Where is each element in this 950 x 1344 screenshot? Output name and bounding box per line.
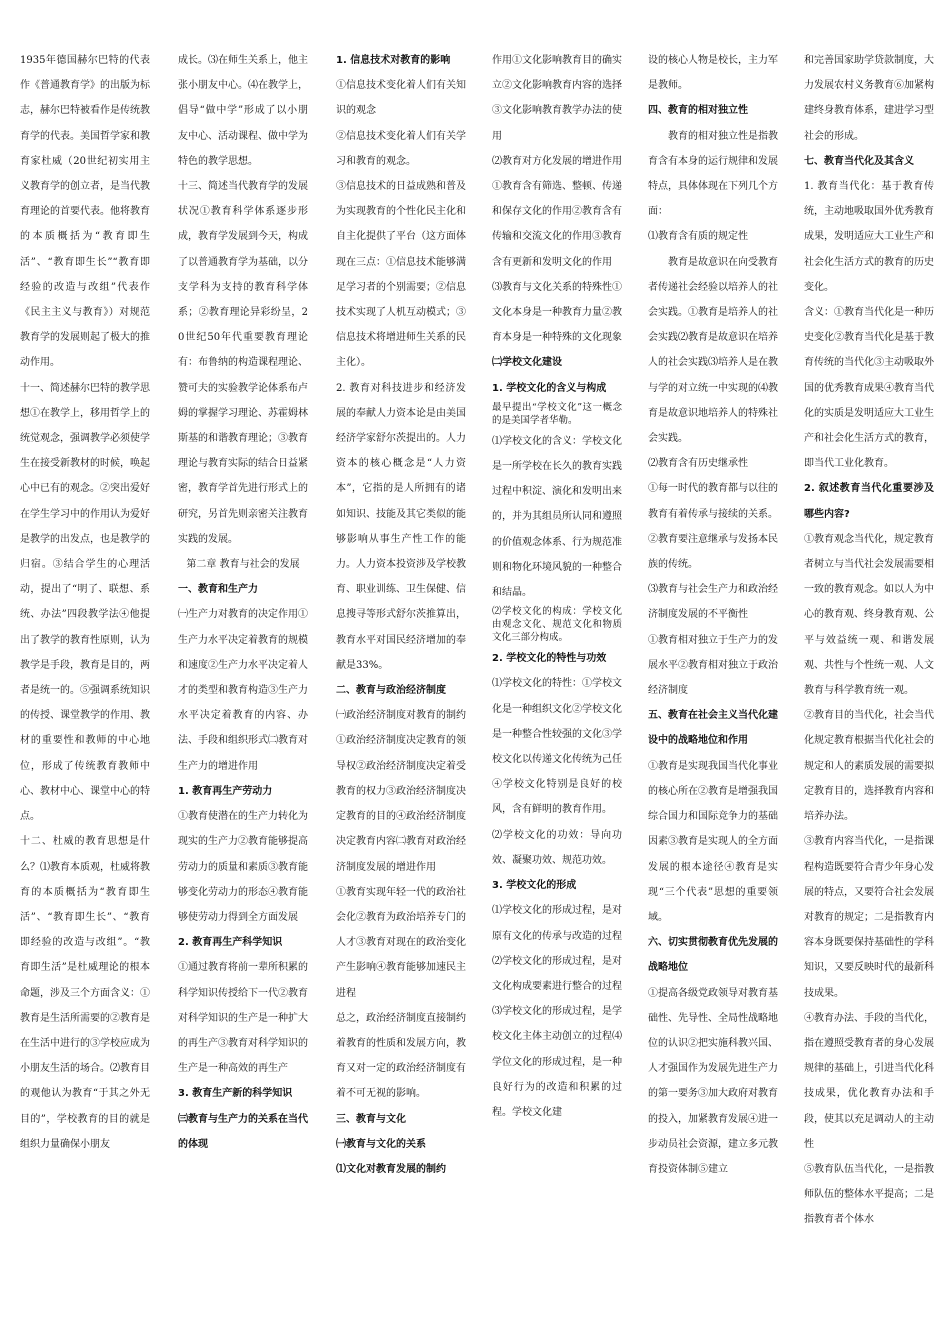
paragraph: 1935年德国赫尔巴特的代表作《普通教育学》的出版为标志，赫尔巴特被看作是传统教育学的代表。美国哲学家和教育家杜威（20世纪初实用主义教育学的创立者，是当代教育理论的首要代表。他将教育的本质概括为“教育即生活”、“教育即生长”“教育即经验的改造与改组”代表作《民主主义与教育》）对规范教育学的发展则起了极大的推动作用。 — [20, 55, 150, 369]
paragraph: ①教育相对独立于生产力的发展水平②教育相对独立于政治经济制度 — [648, 634, 778, 697]
paragraph: 第二章 教育与社会的发展 — [186, 559, 300, 571]
paragraph: ⑶教育与文化关系的特殊性①文化本身是一种教育力量②教育本身是一种特殊的文化现象 — [492, 281, 622, 344]
paragraph: ①教育观念当代化，规定教育者树立与当代社会发展需要相一致的教育观念。如以人为中心的教育观、终身教育观、公平与效益统一观、和谐发展观、共性与个性统一观、人文教育与科学教育统一观。 — [804, 533, 934, 697]
paragraph: 设的核心人物是校长，主力军是教师。 — [648, 55, 778, 92]
paragraph: ①信息技术变化着人们有关知识的观念 — [336, 80, 466, 117]
section-heading: 一、教育和生产力 — [178, 584, 258, 596]
paragraph: ㈠政治经济制度对教育的制约①政治经济制度决定教育的领导权②政治经济制度决定着受教育的权力③政治经济制度决定教育的目的④政治经济制度决定教育内容㈡教育对政治经济制度发展的增进作用 — [336, 710, 466, 873]
paragraph: 成长。⑶在师生关系上，他主张小朋友中心。⑷在教学上，倡导“做中学”形成了以小朋友中心、活动课程、做中学为特色的教学思想。 — [178, 55, 308, 167]
section-heading: 2. 叙述教育当代化重要涉及哪些内容? — [804, 483, 934, 520]
section-heading: ㈠教育与文化的关系 — [336, 1138, 426, 1150]
paragraph: ①每一时代的教育都与以往的教育有着传承与接续的关系。②教育要注意继承与发扬本民族的传统。 — [648, 483, 778, 571]
section-heading: 3. 学校文化的形成 — [492, 880, 577, 892]
paragraph: 最早提出“学校文化”这一概念的是美国学者华勒。 — [492, 401, 622, 426]
paragraph: 十二、杜威的教育思想是什么？⑴教育本质观，杜威将教育的本质概括为“教育即生活”、“教育即生长”、“教育即经验的改造与改组”。“教育即生活”是杜威理论的根本命题，涉及三个方面含义：①教育是生活所需要的②教育是在生活中进行的③学校应成为小朋友生活的场合。⑵教育目的观他认为教育“于其之外无目的”，学校教育的目的就是组织力量确保小朋友 — [20, 836, 150, 1150]
section-heading: 2. 教育再生产科学知识 — [178, 937, 283, 949]
paragraph: 含义：①教育当代化是一种历史变化②教育当代化是基于教育传统的当代化③主动吸取外国的优秀教育成果④教育当代化的实质是发明适应大工业生产和社会化生活方式的教育，即当代工业化教育。 — [804, 307, 934, 470]
text-column-4 — [492, 48, 622, 1338]
paragraph: 和完善国家助学贷款制度，大力发展农村义务教育⑥加紧构建终身教育体系，建进学习型社会的形成。 — [804, 55, 934, 142]
paragraph: ④教育办法、手段的当代化，指在遵照受教育者的身心发展规律的基础上，引进当代化科技成果，优化教育办法和手段，使其以充足调动人的主动性 — [804, 1012, 934, 1150]
paragraph: ⑴教育含有质的规定性 — [648, 231, 748, 243]
section-heading: ⑴文化对教育发展的制约 — [336, 1163, 446, 1175]
paragraph: ⑵学校文化的功效：导向功效、凝聚功效、规范功效。 — [492, 829, 622, 866]
section-heading: 三、教育与文化 — [336, 1113, 406, 1125]
paragraph: ⑵教育对方化发展的增进作用 — [492, 155, 622, 167]
section-heading: 3. 教育生产新的科学知识 — [178, 1088, 293, 1100]
section-heading: 2. 学校文化的特性与功效 — [492, 653, 607, 665]
paragraph: ⑵教育含有历史继承性 — [648, 458, 748, 470]
paragraph: ③教育内容当代化，一是指课程构造既要符合青少年身心发展的特点，又要符合社会发展对教育的规定；二是指教育内容本身既要保持基础性的学科知识，又要反映时代的最新科技成果。 — [804, 836, 934, 999]
section-heading: ㈡学校文化建设 — [492, 357, 562, 369]
paragraph: 2. 教育对科技进步和经济发展的奉献人力资本论是由美国经济学家舒尔茨提出的。人力资本的核心概念是“人力资本”，它指的是人所拥有的诸如知识、技能及其它类似的能够影响从事生产性工作的能力。人力资本投资涉及学校教育、职业训练、卫生保健、信息搜寻等形式舒尔茨推算出，教育水平对国民经济增加的奉献是33%。 — [336, 382, 466, 671]
section-heading: 二、教育与政治经济制度 — [336, 685, 446, 697]
section-heading: 1. 信息技术对教育的影响 — [336, 55, 451, 66]
paragraph: ⑶教育与社会生产力和政治经济制度发展的不平衡性 — [648, 584, 778, 621]
text-column-5 — [648, 48, 778, 1338]
section-heading: 四、教育的相对独立性 — [648, 105, 748, 117]
text-column-2 — [178, 48, 308, 1338]
paragraph: 1. 教育当代化：基于教育传统，主动地吸取国外优秀教育成果，发明适应大工业生产和社会化生活方式的教育的历史变化。 — [804, 181, 934, 293]
paragraph: ①教育实现年轻一代的政治社会化②教育为政治培养专门的人才③教育对现在的政治变化产生影响④教育能够加速民主进程 — [336, 886, 466, 999]
text-column-1 — [20, 48, 150, 1338]
section-heading: 七、教育当代化及其含义 — [804, 155, 914, 167]
paragraph: ⑴学校文化的形成过程，是对原有文化的传承与改造的过程⑵学校文化的形成过程，是对文化构成要素进行整合的过程⑶学校文化的形成过程，是学校文化主体主动创立的过程⑷学位文化的形成过程，是一种良好行为的改造和积累的过程。学校文化建 — [492, 905, 622, 1118]
paragraph: 十三、简述当代教育学的发展状况①教育科学体系逐步形成，教育学发展到今天，构成了以普通教育学为基础，以分支学科为支持的教育科学体系；②教育理论异彩纷呈，20世纪50年代重要教育理论有：布鲁纳的构造课程理论、赞可夫的实验教学论体系布卢姆的掌握学习理论、苏霍姆林斯基的和谐教育理论；③教育理论与教育实际的结合日益紧密，教育学首先进行形式上的研究，另首先则亲密关注教育实践的发展。 — [178, 181, 308, 545]
section-heading: ㈢教育与生产力的关系在当代的体现 — [178, 1113, 308, 1150]
paragraph: ㈠生产力对教育的决定作用①生产力水平决定着教育的规模和速度②生产力水平决定着人才的类型和教育构造③生产力水平决定着教育的内容、办法、手段和组织形式㈡教育对生产力的增进作用 — [178, 609, 308, 772]
paragraph: ③信息技术的日益成熟和普及为实现教育的个性化民主化和自主化提供了平台（这方面体现在三点：①信息技术能够满足学习者的个别需要；②信息技术实现了人机互动模式；③信息技术将增进师生关系的民主化）。 — [336, 181, 466, 369]
paragraph: ⑴学校文化的特性：①学校文化是一种组织文化②学校文化是一种整合性较强的文化③学校文化以传递文化传统为己任④学校文化特别是良好的校风，含有鲜明的教育作用。 — [492, 678, 622, 816]
paragraph: ①通过教育将前一辈所积累的科学知识传授给下一代②教育对科学知识的生产是一种扩大的再生产③教育对科学知识的生产是一种高效的再生产 — [178, 962, 308, 1075]
section-heading: 六、切实贯彻教育优先发展的战略地位 — [648, 937, 778, 974]
text-column-6 — [804, 48, 934, 1338]
section-heading: 五、教育在社会主义当代化建设中的战略地位和作用 — [648, 710, 778, 747]
paragraph: ①教育使潜在的生产力转化为现实的生产力②教育能够提高劳动力的质量和素质③教育能够变化劳动力的形态④教育能够使劳动力得到全方面发展 — [178, 811, 308, 923]
paragraph: ⑤教育队伍当代化，一是指教师队伍的整体水平提高；二是指教育者个体水 — [804, 1163, 934, 1226]
paragraph: ②教育目的当代化，社会当代化规定教育根据当代化社会的规定和人的素质发展的需要拟定教育目的，选择教育内容和培养办法。 — [804, 710, 934, 823]
paragraph: 作用①文化影响教育目的确实立②文化影响教育内容的选择③文化影响教育教学办法的使用 — [492, 55, 622, 142]
paragraph: 教育的相对独立性是指教育含有本身的运行规律和发展特点，具体体现在下列几个方面： — [648, 130, 778, 218]
paragraph: 总之，政治经济制度直接制约着教育的性质和发展方向，教育又对一定的政治经济制度有着不可无视的影响。 — [336, 1012, 466, 1100]
paragraph: ②信息技术变化着人们有关学习和教育的观念。 — [336, 130, 466, 167]
paragraph: 十一、简述赫尔巴特的教学思想①在教学上，移用哲学上的统觉观念，强调教学必须使学生在接受新教材的时候，唤起心中已有的观念。②突出爱好在学生学习中的作用认为爱好是教学的出发点，也是教学的归宿。③结合学生的心理活动，提出了“明了、联想、系统、办法”四段教学法④他提出了教学的教育性原则，认为教学是手段，教育是目的，两者是统一的。⑤强调系统知识的传授、课堂教学的作用、教材的重要性和教师的中心地位，形成了传统教育教师中心、教材中心、课堂中心的特点。 — [20, 382, 150, 823]
paragraph: ⑵学校文化的构成：学校文化由观念文化、规范文化和物质文化三部分构成。 — [492, 606, 622, 644]
paragraph: ①提高各级党政领导对教育基础性、先导性、全局性战略地位的认识②把实施科教兴国、人才强国作为发展先进生产力的第一要务③加大政府对教育的投入，加紧教育发展④进一步动员社会资源，建立多元教育投资体制⑤建立 — [648, 987, 778, 1175]
section-heading: 1. 教育再生产劳动力 — [178, 785, 273, 797]
paragraph: ⑴学校文化的含义：学校文化是一所学校在长久的教育实践过程中积淀、演化和发明出来的，并为其组员所认同和遵照的价值观念体系、行为规范准则和物化环境风貌的一种整合和结晶。 — [492, 435, 622, 599]
paragraph: 教育是故意识在向受教育者传递社会经验以培养人的社会实践。①教育是培养人的社会实践⑵教育是故意识在培养人的社会实践⑶培养人是在教与学的对立统一中实现的⑷教育是故意识地培养人的特殊社会实践。 — [648, 256, 778, 445]
paragraph: ①教育含有筛选、整顿、传递和保存文化的作用②教育含有传输和交流文化的作用③教育含有更新和发明文化的作用 — [492, 181, 622, 268]
paragraph: ①教育是实现我国当代化事业的核心所在②教育是增强我国综合国力和国际竞争力的基础因素③教育是实现人的全方面发展的根本途径④教育是实现“三个代表”思想的重要领域。 — [648, 760, 778, 923]
section-heading: 1. 学校文化的含义与构成 — [492, 382, 607, 394]
text-column-3 — [336, 48, 466, 1338]
